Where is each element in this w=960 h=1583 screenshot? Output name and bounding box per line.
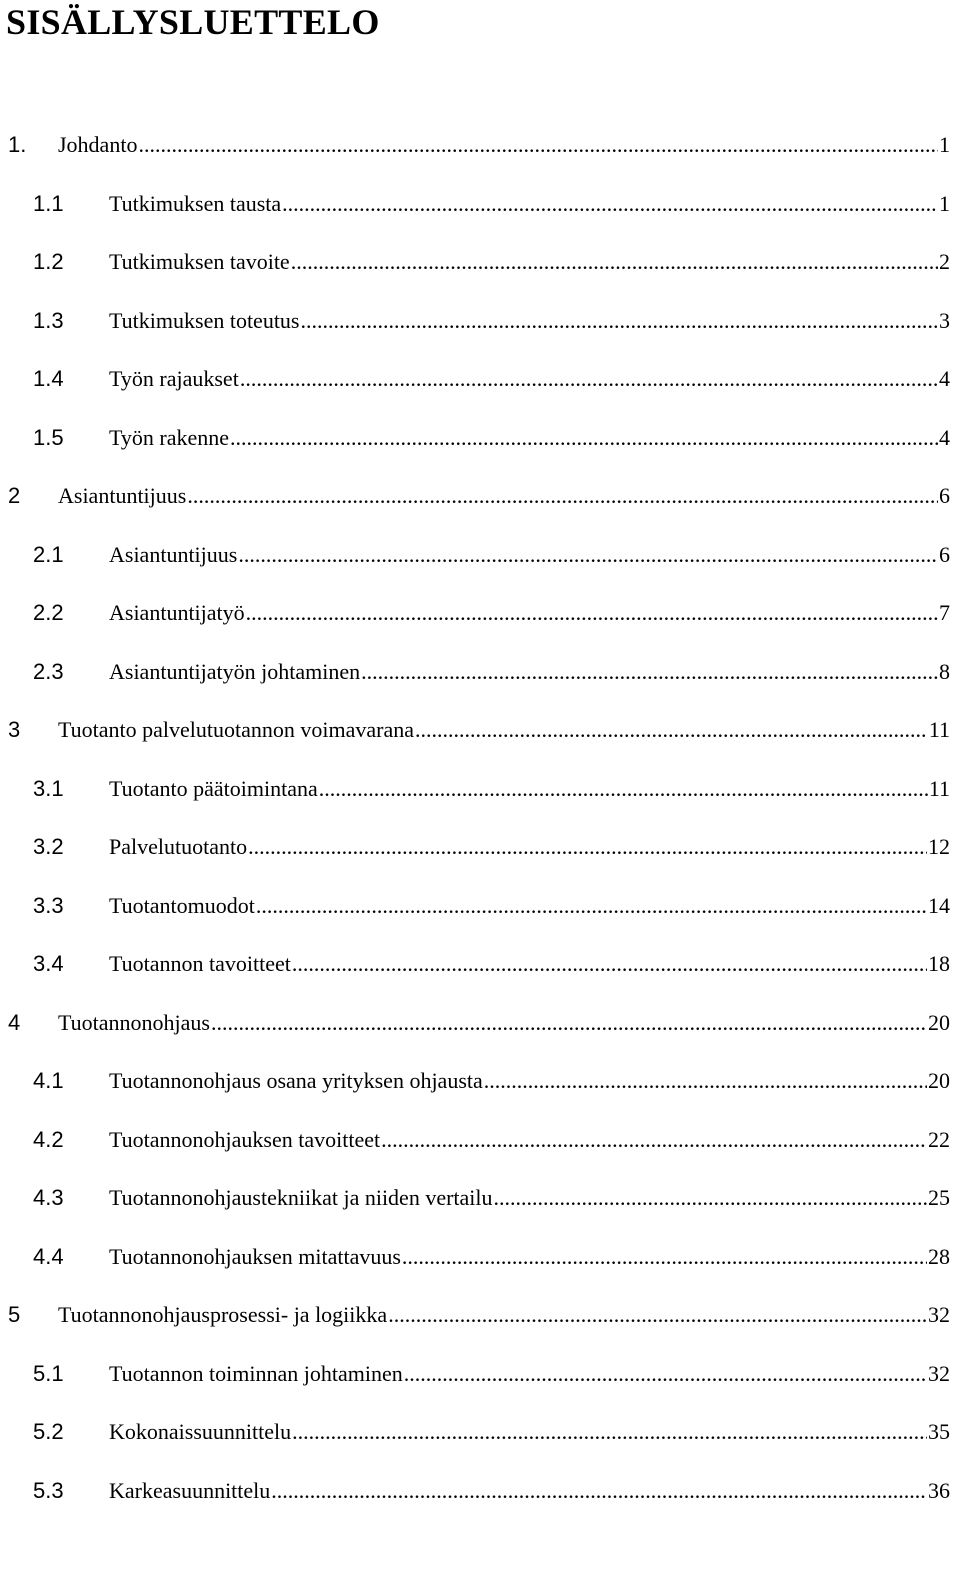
toc-entry-line — [109, 362, 950, 396]
toc-entry-line — [109, 1064, 950, 1098]
toc-entry-number: 2.2 — [33, 600, 64, 625]
toc-entry-line — [109, 538, 950, 572]
toc-entry-title: Asiantuntijuus — [58, 483, 187, 508]
toc-entry-title: Asiantuntijatyö — [109, 600, 245, 625]
toc-leader-dots — [292, 1415, 927, 1449]
toc-leader-dots — [282, 187, 938, 221]
toc-entry-number: 5.2 — [33, 1419, 64, 1444]
toc-entry-title: Työn rajaukset — [109, 366, 239, 391]
toc-entry-page: 35 — [928, 1419, 950, 1444]
toc-entry-title: Tuotannonohjaus osana yrityksen ohjausta — [109, 1068, 483, 1093]
toc-entry-page: 20 — [928, 1068, 950, 1093]
toc-entry-page: 3 — [939, 307, 950, 333]
toc-entry[interactable] — [0, 1173, 960, 1232]
toc-entry-page: 6 — [939, 483, 950, 508]
toc-entry-page: 14 — [928, 892, 950, 918]
toc-entry-title: Asiantuntijuus — [109, 541, 238, 567]
toc-entry-page: 1 — [939, 132, 950, 157]
toc-entry[interactable] — [0, 1407, 960, 1466]
table-of-contents — [0, 120, 960, 1524]
toc-entry-number: 2.3 — [33, 658, 64, 684]
toc-leader-dots — [381, 1123, 927, 1157]
toc-leader-dots — [301, 304, 939, 338]
toc-entry-line — [109, 1357, 950, 1391]
toc-entry-number: 3.4 — [33, 951, 64, 976]
toc-entry-page: 22 — [928, 1126, 950, 1152]
toc-entry-title: Tuotantomuodot — [109, 892, 255, 918]
toc-entry[interactable] — [0, 764, 960, 823]
toc-entry-line — [58, 128, 950, 162]
toc-entry[interactable] — [0, 120, 960, 179]
toc-leader-dots — [404, 1357, 927, 1391]
toc-entry-line — [109, 947, 950, 981]
toc-entry-number: 3.2 — [33, 834, 64, 859]
toc-entry-number: 1.5 — [33, 424, 64, 450]
toc-entry-number: 1. — [8, 132, 27, 157]
toc-entry-number: 1.1 — [33, 190, 64, 216]
toc-entry-line — [109, 889, 950, 923]
toc-entry-page: 25 — [928, 1185, 950, 1210]
toc-entry-title: Tutkimuksen tavoite — [109, 249, 290, 274]
toc-entry-line — [109, 1240, 950, 1274]
toc-leader-dots — [494, 1181, 927, 1215]
toc-entry-page: 36 — [928, 1477, 950, 1503]
toc-entry-number: 4.2 — [33, 1126, 64, 1152]
toc-entry-number: 3 — [8, 717, 21, 742]
toc-entry-line — [109, 1123, 950, 1157]
toc-entry-page: 20 — [928, 1009, 950, 1035]
toc-entry[interactable] — [0, 1466, 960, 1525]
toc-leader-dots — [292, 947, 927, 981]
toc-entry-line — [109, 655, 950, 689]
toc-entry-page: 11 — [928, 775, 950, 801]
toc-entry-number: 5.1 — [33, 1360, 64, 1386]
toc-entry-page: 32 — [928, 1360, 950, 1386]
toc-entry-title: Tuotanto palvelutuotannon voimavarana — [58, 717, 415, 742]
toc-leader-dots — [319, 772, 928, 806]
toc-leader-dots — [388, 1298, 927, 1332]
toc-entry-page: 4 — [939, 366, 950, 391]
toc-leader-dots — [415, 713, 928, 747]
toc-entry[interactable] — [0, 705, 960, 764]
toc-entry-number: 2.1 — [33, 541, 64, 567]
toc-entry[interactable] — [0, 588, 960, 647]
toc-entry-title: Johdanto — [58, 132, 138, 157]
toc-entry-number: 4 — [8, 1009, 21, 1035]
toc-entry-title: Työn rakenne — [109, 424, 230, 450]
toc-entry-line — [58, 713, 950, 747]
toc-entry-number: 4.3 — [33, 1185, 64, 1210]
toc-leader-dots — [187, 479, 938, 513]
toc-entry-page: 6 — [939, 541, 950, 567]
toc-entry-number: 1.4 — [33, 366, 64, 391]
toc-entry[interactable] — [0, 179, 960, 238]
toc-entry[interactable] — [0, 471, 960, 530]
toc-leader-dots — [402, 1240, 927, 1274]
toc-leader-dots — [248, 830, 927, 864]
toc-entry[interactable] — [0, 1290, 960, 1349]
toc-entry-title: Tuotannonohjaus — [58, 1009, 210, 1035]
toc-entry-line — [109, 245, 950, 279]
toc-leader-dots — [291, 245, 938, 279]
toc-entry-line — [109, 772, 950, 806]
toc-entry-line — [58, 479, 950, 513]
toc-entry-line — [58, 1298, 950, 1332]
toc-entry-number: 1.3 — [33, 307, 64, 333]
toc-leader-dots — [246, 596, 938, 630]
toc-entry-page: 32 — [928, 1302, 950, 1327]
toc-entry[interactable] — [0, 998, 960, 1057]
toc-entry[interactable] — [0, 413, 960, 472]
toc-leader-dots — [256, 889, 927, 923]
toc-entry[interactable] — [0, 1349, 960, 1408]
toc-entry[interactable] — [0, 1232, 960, 1291]
toc-entry[interactable] — [0, 354, 960, 413]
toc-entry-title: Tuotannonohjauksen tavoitteet — [109, 1126, 381, 1152]
toc-entry-number: 1.2 — [33, 249, 64, 274]
toc-entry-page: 18 — [928, 951, 950, 976]
toc-entry-title: Kokonaissuunnittelu — [109, 1419, 292, 1444]
toc-entry-number: 3.1 — [33, 775, 64, 801]
toc-entry-line — [109, 187, 950, 221]
toc-entry-page: 12 — [928, 834, 950, 859]
toc-entry-title: Palvelutuotanto — [109, 834, 248, 859]
toc-entry-page: 11 — [928, 717, 950, 742]
toc-entry[interactable] — [0, 822, 960, 881]
toc-leader-dots — [240, 362, 938, 396]
toc-entry-line — [109, 1474, 950, 1508]
toc-entry-page: 2 — [939, 249, 950, 274]
toc-leader-dots — [271, 1474, 927, 1508]
toc-entry-line — [109, 304, 950, 338]
toc-entry-title: Karkeasuunnittelu — [109, 1477, 271, 1503]
toc-entry-line — [109, 1415, 950, 1449]
toc-entry[interactable] — [0, 296, 960, 355]
toc-entry-title: Tuotanto päätoimintana — [109, 775, 318, 801]
toc-entry-title: Tutkimuksen tausta — [109, 190, 282, 216]
toc-entry[interactable] — [0, 237, 960, 296]
toc-entry-number: 5.3 — [33, 1477, 64, 1503]
toc-entry-number: 4.1 — [33, 1068, 64, 1093]
toc-leader-dots — [138, 128, 938, 162]
toc-leader-dots — [211, 1006, 927, 1040]
toc-entry-title: Tuotannonohjausprosessi- ja logiikka — [58, 1302, 388, 1327]
toc-entry-page: 8 — [939, 658, 950, 684]
toc-entry-title: Tuotannon tavoitteet — [109, 951, 291, 976]
toc-entry-title: Asiantuntijatyön johtaminen — [109, 658, 361, 684]
toc-entry[interactable] — [0, 881, 960, 940]
toc-leader-dots — [484, 1064, 927, 1098]
toc-leader-dots — [230, 421, 938, 455]
toc-entry-number: 3.3 — [33, 892, 64, 918]
toc-entry-line — [109, 1181, 950, 1215]
toc-entry-line — [109, 830, 950, 864]
toc-entry-title: Tuotannonohjaustekniikat ja niiden vertailu — [109, 1185, 493, 1210]
toc-leader-dots — [361, 655, 938, 689]
page-title: SISÄLLYSLUETTELO — [6, 2, 380, 42]
toc-entry-title: Tuotannonohjauksen mitattavuus — [109, 1243, 401, 1269]
toc-entry-line — [109, 421, 950, 455]
toc-entry-line — [58, 1006, 950, 1040]
toc-entry-page: 7 — [939, 600, 950, 625]
toc-entry-page: 28 — [928, 1243, 950, 1269]
toc-entry-title: Tutkimuksen toteutus — [109, 307, 300, 333]
toc-entry-number: 2 — [8, 483, 21, 508]
toc-entry[interactable] — [0, 1056, 960, 1115]
toc-entry-title: Tuotannon toiminnan johtaminen — [109, 1360, 403, 1386]
toc-entry-page: 1 — [939, 190, 950, 216]
toc-entry[interactable] — [0, 530, 960, 589]
toc-entry-page: 4 — [939, 424, 950, 450]
toc-entry[interactable] — [0, 647, 960, 706]
toc-entry-line — [109, 596, 950, 630]
toc-entry[interactable] — [0, 1115, 960, 1174]
toc-leader-dots — [238, 538, 938, 572]
toc-entry[interactable] — [0, 939, 960, 998]
toc-entry-number: 4.4 — [33, 1243, 64, 1269]
toc-entry-number: 5 — [8, 1302, 21, 1327]
